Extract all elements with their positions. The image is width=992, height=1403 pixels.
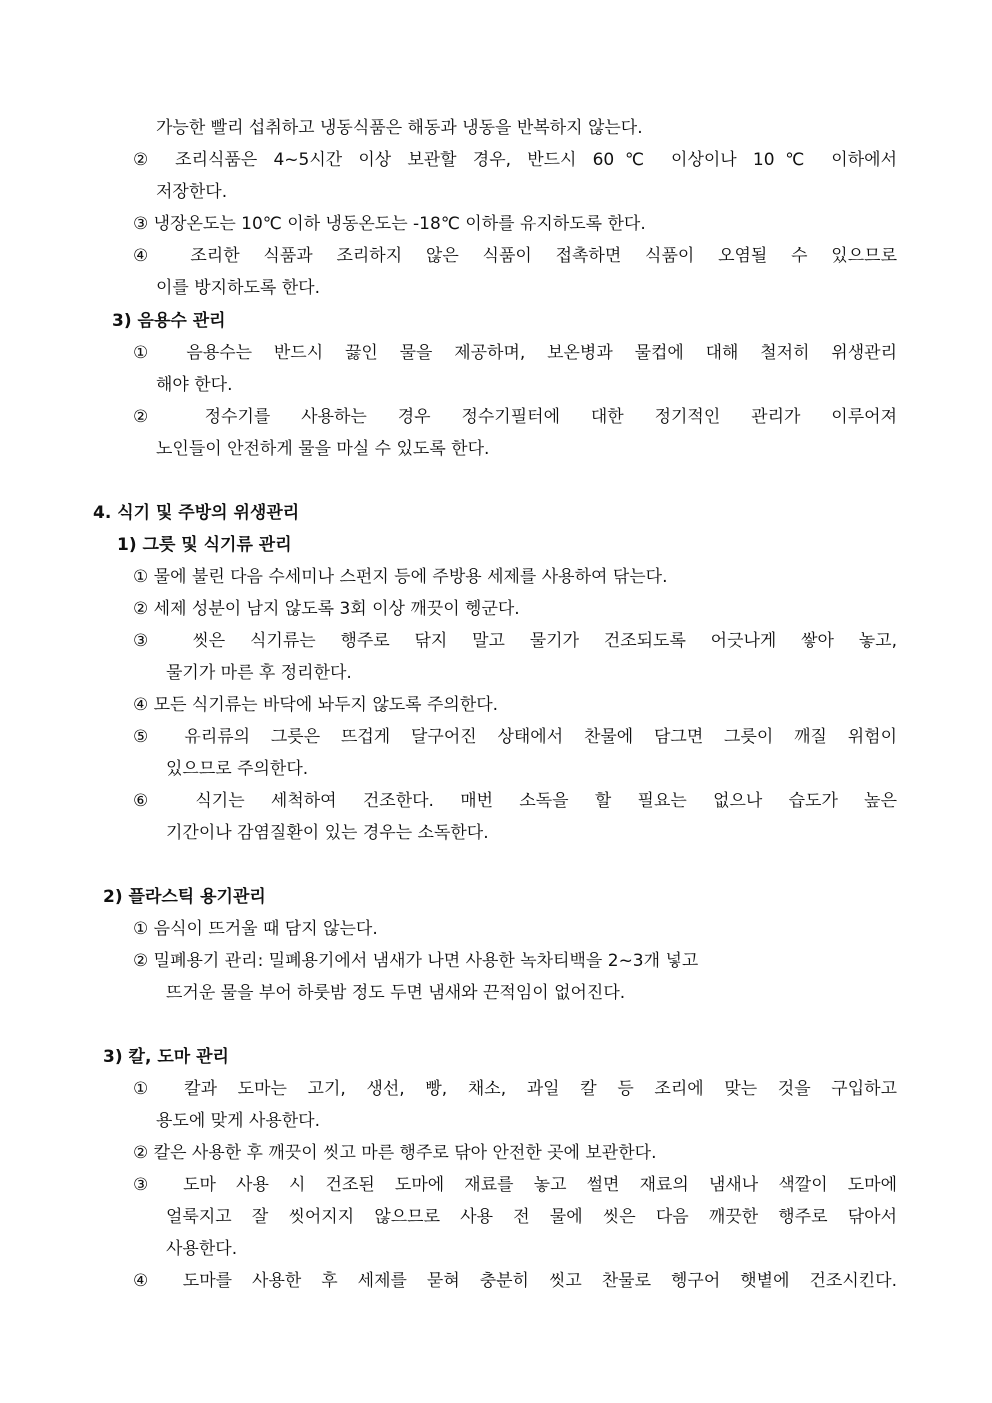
knife-item3-line3: 사용한다. <box>166 1239 238 1259</box>
dishes-heading: 1) 그릇 및 식기류 관리 <box>117 535 292 555</box>
knife-heading: 3) 칼, 도마 관리 <box>103 1047 229 1067</box>
dishes-item3-line1: ③ 씻은 식기류는 행주로 닦지 말고 물기가 건조되도록 어긋나게 쌓아 놓고, <box>133 631 897 651</box>
drinking-water-item1-line1: ① 음용수는 반드시 끓인 물을 제공하며, 보온병과 물컵에 대해 철저히 위생관리 <box>133 343 897 363</box>
food-storage-item2-line2: 저장한다. <box>156 182 228 202</box>
drinking-water-item2-line2: 노인들이 안전하게 물을 마실 수 있도록 한다. <box>156 439 490 459</box>
plastic-heading: 2) 플라스틱 용기관리 <box>103 887 266 907</box>
food-storage-item2-line1: ② 조리식품은 4~5시간 이상 보관할 경우, 반드시 60℃ 이상이나 10℃ 이하에서 <box>133 150 897 170</box>
plastic-item2-line1: ② 밀폐용기 관리: 밀폐용기에서 냄새가 나면 사용한 녹차티백을 2~3개 넣고 <box>133 951 699 971</box>
food-storage-item4-line1: ④ 조리한 식품과 조리하지 않은 식품이 접촉하면 식품이 오염될 수 있으므로 <box>133 246 897 266</box>
dishes-item2: ② 세제 성분이 남지 않도록 3회 이상 깨끗이 헹군다. <box>133 599 520 619</box>
drinking-water-heading: 3) 음용수 관리 <box>112 311 226 331</box>
dishes-item6-line1: ⑥ 식기는 세척하여 건조한다. 매번 소독을 할 필요는 없으나 습도가 높은 <box>133 791 897 811</box>
dishes-item5-line2: 있으므로 주의한다. <box>166 759 309 779</box>
food-storage-item4-line2: 이를 방지하도록 한다. <box>156 278 321 298</box>
knife-item2: ② 칼은 사용한 후 깨끗이 씻고 마른 행주로 닦아 안전한 곳에 보관한다. <box>133 1143 657 1163</box>
dishes-item1: ① 물에 불린 다음 수세미나 스펀지 등에 주방용 세제를 사용하여 닦는다. <box>133 567 668 587</box>
knife-item3-line1: ③ 도마 사용 시 건조된 도마에 재료를 놓고 썰면 재료의 냄새나 색깔이 도마에 <box>133 1175 897 1195</box>
knife-item4: ④ 도마를 사용한 후 세제를 묻혀 충분히 씻고 찬물로 헹구어 햇볕에 건조시킨다. <box>133 1271 897 1291</box>
dishes-item6-line2: 기간이나 감염질환이 있는 경우는 소독한다. <box>166 823 489 843</box>
drinking-water-item2-line1: ② 정수기를 사용하는 경우 정수기필터에 대한 정기적인 관리가 이루어져 <box>133 407 897 427</box>
dishes-item5-line1: ⑤ 유리류의 그릇은 뜨겁게 달구어진 상태에서 찬물에 담그면 그릇이 깨질 위험이 <box>133 727 897 747</box>
knife-item3-line2: 얼룩지고 잘 씻어지지 않으므로 사용 전 물에 씻은 다음 깨끗한 행주로 닦아서 <box>166 1207 897 1227</box>
dishes-item4: ④ 모든 식기류는 바닥에 놔두지 않도록 주의한다. <box>133 695 499 715</box>
food-storage-item1-cont: 가능한 빨리 섭취하고 냉동식품은 해동과 냉동을 반복하지 않는다. <box>156 118 643 138</box>
food-storage-item3: ③ 냉장온도는 10℃ 이하 냉동온도는 -18℃ 이하를 유지하도록 한다. <box>133 214 646 234</box>
drinking-water-item1-line2: 해야 한다. <box>156 375 233 395</box>
plastic-item2-line2: 뜨거운 물을 부어 하룻밤 정도 두면 냄새와 끈적임이 없어진다. <box>166 983 626 1003</box>
dishes-item3-line2: 물기가 마른 후 정리한다. <box>166 663 352 683</box>
section4-heading: 4. 식기 및 주방의 위생관리 <box>93 503 300 523</box>
knife-item1-line2: 용도에 맞게 사용한다. <box>156 1111 321 1131</box>
plastic-item1: ① 음식이 뜨거울 때 담지 않는다. <box>133 919 378 939</box>
knife-item1-line1: ① 칼과 도마는 고기, 생선, 빵, 채소, 과일 칼 등 조리에 맞는 것을 구입하고 <box>133 1079 897 1099</box>
